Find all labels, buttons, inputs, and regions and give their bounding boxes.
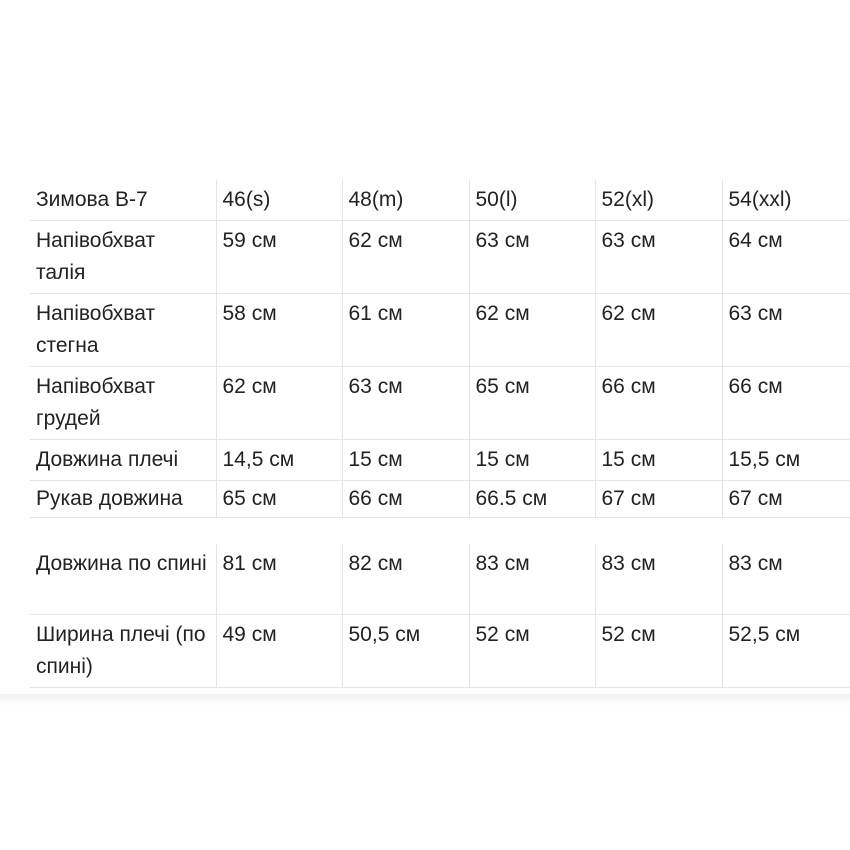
table-cell: 65 см bbox=[469, 367, 595, 440]
table-row bbox=[30, 544, 850, 615]
header-cell: 52(xl) bbox=[595, 180, 722, 221]
table-cell: 62 см bbox=[216, 367, 342, 440]
row-label: Напівобхват стегна bbox=[30, 294, 216, 367]
table-cell: 63 см bbox=[722, 294, 850, 367]
header-cell: Зимова В-7 bbox=[30, 180, 216, 221]
header-cell: 54(xxl) bbox=[722, 180, 850, 221]
bottom-shadow bbox=[0, 694, 850, 706]
table-cell: 50,5 см bbox=[342, 615, 469, 688]
size-chart-table bbox=[30, 180, 850, 518]
table-header-row bbox=[30, 180, 850, 221]
table-cell: 82 см bbox=[342, 544, 469, 615]
row-label: Довжина плечі bbox=[30, 440, 216, 481]
row-label: Напівобхват грудей bbox=[30, 367, 216, 440]
table-cell: 15 см bbox=[342, 440, 469, 481]
table-cell: 67 см bbox=[595, 481, 722, 518]
table-cell: 66 см bbox=[722, 367, 850, 440]
table-row bbox=[30, 615, 850, 688]
header-cell: 48(m) bbox=[342, 180, 469, 221]
header-cell: 46(s) bbox=[216, 180, 342, 221]
table-row bbox=[30, 481, 850, 518]
table-gap bbox=[0, 519, 850, 541]
table-cell: 58 см bbox=[216, 294, 342, 367]
table-row bbox=[30, 221, 850, 294]
table-cell: 67 см bbox=[722, 481, 850, 518]
table-cell: 14,5 см bbox=[216, 440, 342, 481]
size-chart-table-continued bbox=[30, 544, 850, 688]
table-cell: 52 см bbox=[469, 615, 595, 688]
table-cell: 62 см bbox=[469, 294, 595, 367]
table-cell: 64 см bbox=[722, 221, 850, 294]
table-cell: 65 см bbox=[216, 481, 342, 518]
table-cell: 62 см bbox=[595, 294, 722, 367]
table-cell: 81 см bbox=[216, 544, 342, 615]
table-cell: 15,5 см bbox=[722, 440, 850, 481]
table-cell: 66.5 см bbox=[469, 481, 595, 518]
table-row bbox=[30, 367, 850, 440]
table-cell: 52 см bbox=[595, 615, 722, 688]
table-row bbox=[30, 294, 850, 367]
table-cell: 59 см bbox=[216, 221, 342, 294]
table-cell: 62 см bbox=[342, 221, 469, 294]
table-cell: 63 см bbox=[469, 221, 595, 294]
table-cell: 61 см bbox=[342, 294, 469, 367]
table-cell: 66 см bbox=[595, 367, 722, 440]
table-cell: 15 см bbox=[595, 440, 722, 481]
table-cell: 63 см bbox=[342, 367, 469, 440]
table-cell: 15 см bbox=[469, 440, 595, 481]
row-label: Рукав довжина bbox=[30, 481, 216, 518]
table-cell: 63 см bbox=[595, 221, 722, 294]
row-label: Напівобхват талія bbox=[30, 221, 216, 294]
row-label: Довжина по спині bbox=[30, 544, 216, 615]
row-label: Ширина плечі (по спині) bbox=[30, 615, 216, 688]
table-row bbox=[30, 440, 850, 481]
table-cell: 83 см bbox=[469, 544, 595, 615]
header-cell: 50(l) bbox=[469, 180, 595, 221]
table-cell: 83 см bbox=[595, 544, 722, 615]
table-cell: 52,5 см bbox=[722, 615, 850, 688]
table-cell: 83 см bbox=[722, 544, 850, 615]
table-cell: 49 см bbox=[216, 615, 342, 688]
table-cell: 66 см bbox=[342, 481, 469, 518]
